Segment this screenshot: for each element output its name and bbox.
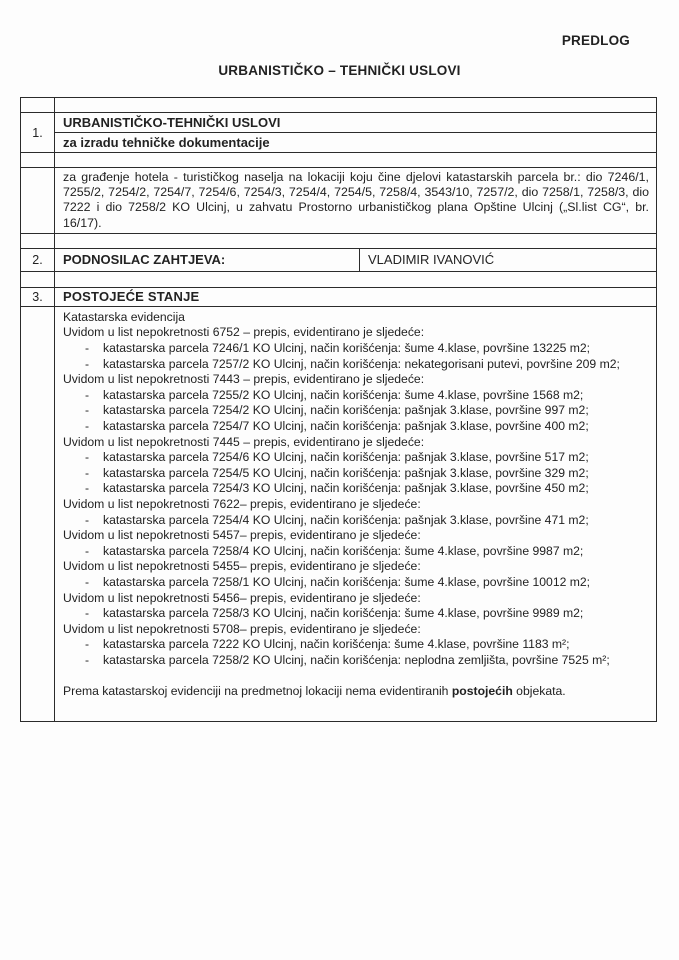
- cadastre-line-item: [63, 388, 650, 404]
- section-3-header-row: [21, 287, 656, 306]
- cadastre-line-head: Uvidom u list nepokretnosti 5455– prepis, evidentirano je sljedeće:: [63, 559, 421, 574]
- cadastre-line-text: katastarska parcela 7258/4 KO Ulcinj, način korišćenja: šume 4.klase, površine 9987 m2;: [103, 543, 584, 558]
- section-1-description: za građenje hotela - turističkog naselja na lokaciji koju čine djelovi katastarskih parcela br.: dio 7246/1, 7255/2, 7254/2, 7254/7, 7254/6, 7254/3, 7254/4, 7254/5, 7258/4, 3543/10, 7257/2, dio 7258/1, 7258/3, dio 7222 i dio 7258/2 KO Ulcinj, u zahvatu Prostorno urbanističkog plana Opštine Ulcinj („Sl.list CG“, br. 16/17).: [63, 170, 649, 230]
- cadastre-line-item: [63, 419, 650, 435]
- closing-bold-word: postojećih: [451, 684, 513, 699]
- cadastre-line-text: katastarska parcela 7254/4 KO Ulcinj, način korišćenja: pašnjak 3.klase, površine 471 m2;: [103, 512, 589, 527]
- applicant-label: PODNOSILAC ZAHTJEVA:: [55, 249, 360, 271]
- section-3-content-row: [21, 306, 656, 721]
- spacer-cell: [55, 98, 656, 112]
- spacer-row: [21, 98, 656, 112]
- closing-suffix: objekata.: [512, 684, 566, 699]
- document-title: URBANISTIČKO – TEHNIČKI USLOVI: [218, 63, 461, 78]
- list-dash: -: [85, 574, 90, 589]
- list-dash: -: [85, 543, 90, 558]
- section-2-number: 2.: [21, 249, 55, 271]
- spacer-row: [21, 271, 656, 287]
- section-1-title: URBANISTIČKO-TEHNIČKI USLOVI: [63, 115, 281, 130]
- cadastre-lines: [63, 310, 650, 669]
- section-1-titles: [55, 113, 656, 152]
- cadastre-line-text: katastarska parcela 7254/3 KO Ulcinj, način korišćenja: pašnjak 3.klase, površine 450 m2;: [103, 481, 589, 496]
- spacer-row: [21, 233, 656, 248]
- cadastre-line-item: [63, 513, 650, 529]
- closing-prefix: Prema katastarskoj evidenciji na predmetnoj lokaciji nema evidentiranih: [63, 684, 452, 699]
- description-num-cell: [21, 168, 55, 233]
- section-1-number: 1.: [21, 113, 55, 152]
- cadastre-line-text: katastarska parcela 7246/1 KO Ulcinj, način korišćenja: šume 4.klase, površine 13225 m2;: [103, 341, 591, 355]
- list-dash: -: [85, 652, 90, 667]
- section-1-row: [21, 112, 656, 152]
- cadastre-line-text: katastarska parcela 7254/7 KO Ulcinj, način korišćenja: pašnjak 3.klase, površine 400 m2;: [103, 418, 589, 433]
- cadastre-closing-statement: [63, 684, 650, 700]
- list-dash: -: [85, 387, 90, 402]
- list-dash: -: [85, 465, 90, 480]
- cadastre-line-text: katastarska parcela 7258/2 KO Ulcinj, način korišćenja: neplodna zemljišta, površine 7525 m²;: [103, 652, 610, 667]
- cadastre-line-text: katastarska parcela 7254/5 KO Ulcinj, način korišćenja: pašnjak 3.klase, površine 329 m2;: [103, 465, 589, 480]
- section-2-row: [21, 248, 656, 271]
- list-dash: -: [85, 606, 90, 621]
- list-dash: -: [85, 512, 90, 527]
- list-dash: -: [85, 403, 90, 418]
- cadastre-line-item: [63, 575, 650, 591]
- cadastre-line-item: [63, 544, 650, 560]
- section-1-description-row: [21, 167, 656, 233]
- conditions-table: [20, 97, 657, 722]
- cadastre-line-text: katastarska parcela 7258/3 KO Ulcinj, način korišćenja: šume 4.klase, površine 9989 m2;: [103, 606, 584, 621]
- spacer-num-cell: [21, 98, 55, 112]
- cadastre-line-head: Uvidom u list nepokretnosti 6752 – prepis, evidentirano je sljedeće:: [63, 325, 425, 340]
- cadastre-line-text: katastarska parcela 7258/1 KO Ulcinj, način korišćenja: šume 4.klase, površine 10012 m2;: [103, 574, 591, 589]
- list-dash: -: [85, 481, 90, 496]
- applicant-name: VLADIMIR IVANOVIĆ: [368, 252, 495, 268]
- cadastre-line-head: Uvidom u list nepokretnosti 5456– prepis, evidentirano je sljedeće:: [63, 590, 421, 605]
- list-dash: -: [85, 418, 90, 433]
- cadastre-line-text: katastarska parcela 7254/6 KO Ulcinj, način korišćenja: pašnjak 3.klase, površine 517 m2;: [103, 450, 589, 465]
- spacer-num-cell: [21, 234, 55, 248]
- cadastre-content: [55, 307, 656, 721]
- list-dash: -: [85, 637, 90, 652]
- cadastre-line-head: Uvidom u list nepokretnosti 5708– prepis, evidentirano je sljedeće:: [63, 621, 421, 636]
- list-dash: -: [85, 356, 90, 371]
- spacer-cell: [55, 272, 656, 287]
- cadastre-line-head: Uvidom u list nepokretnosti 7443 – prepis, evidentirano je sljedeće:: [63, 372, 425, 387]
- cadastre-line-head: Uvidom u list nepokretnosti 7445 – prepis, evidentirano je sljedeće:: [63, 434, 425, 449]
- spacer-cell: [55, 234, 656, 248]
- section-1-subtitle: za izradu tehničke dokumentacije: [55, 132, 656, 152]
- section-3-number: 3.: [21, 288, 55, 306]
- spacer-num-cell: [21, 272, 55, 287]
- cadastre-line-text: katastarska parcela 7254/2 KO Ulcinj, način korišćenja: pašnjak 3.klase, površine 997 m2;: [103, 403, 589, 418]
- cadastre-line-item: [63, 637, 650, 653]
- cadastre-line-item: [63, 481, 650, 497]
- cadastre-line-item: [63, 341, 650, 357]
- spacer-cell: [55, 153, 656, 167]
- cadastre-line-plain: Katastarska evidencija: [63, 309, 185, 324]
- cadastre-line-item: [63, 466, 650, 482]
- spacer-row: [21, 152, 656, 167]
- cadastre-line-item: [63, 653, 650, 669]
- cadastre-line-item: [63, 606, 650, 622]
- section-3-content-num-cell: [21, 307, 55, 721]
- cadastre-line-item: [63, 403, 650, 419]
- cadastre-line-head: Uvidom u list nepokretnosti 7622– prepis, evidentirano je sljedeće:: [63, 496, 421, 511]
- list-dash: -: [85, 341, 90, 355]
- cadastre-line-text: katastarska parcela 7255/2 KO Ulcinj, način korišćenja: šume 4.klase, površine 1568 m2;: [103, 387, 584, 402]
- document-label-predlog: PREDLOG: [561, 33, 630, 48]
- list-dash: -: [85, 450, 90, 465]
- cadastre-line-item: [63, 450, 650, 466]
- section-3-heading: POSTOJEĆE STANJE: [63, 289, 200, 305]
- cadastre-line-text: katastarska parcela 7222 KO Ulcinj, način korišćenja: šume 4.klase, površine 1183 m²;: [103, 637, 570, 652]
- spacer-num-cell: [21, 153, 55, 167]
- cadastre-line-text: katastarska parcela 7257/2 KO Ulcinj, način korišćenja: nekategorisani putevi, površine 209 m2;: [103, 356, 620, 371]
- cadastre-line-item: [63, 357, 650, 373]
- cadastre-line-head: Uvidom u list nepokretnosti 5457– prepis, evidentirano je sljedeće:: [63, 528, 421, 543]
